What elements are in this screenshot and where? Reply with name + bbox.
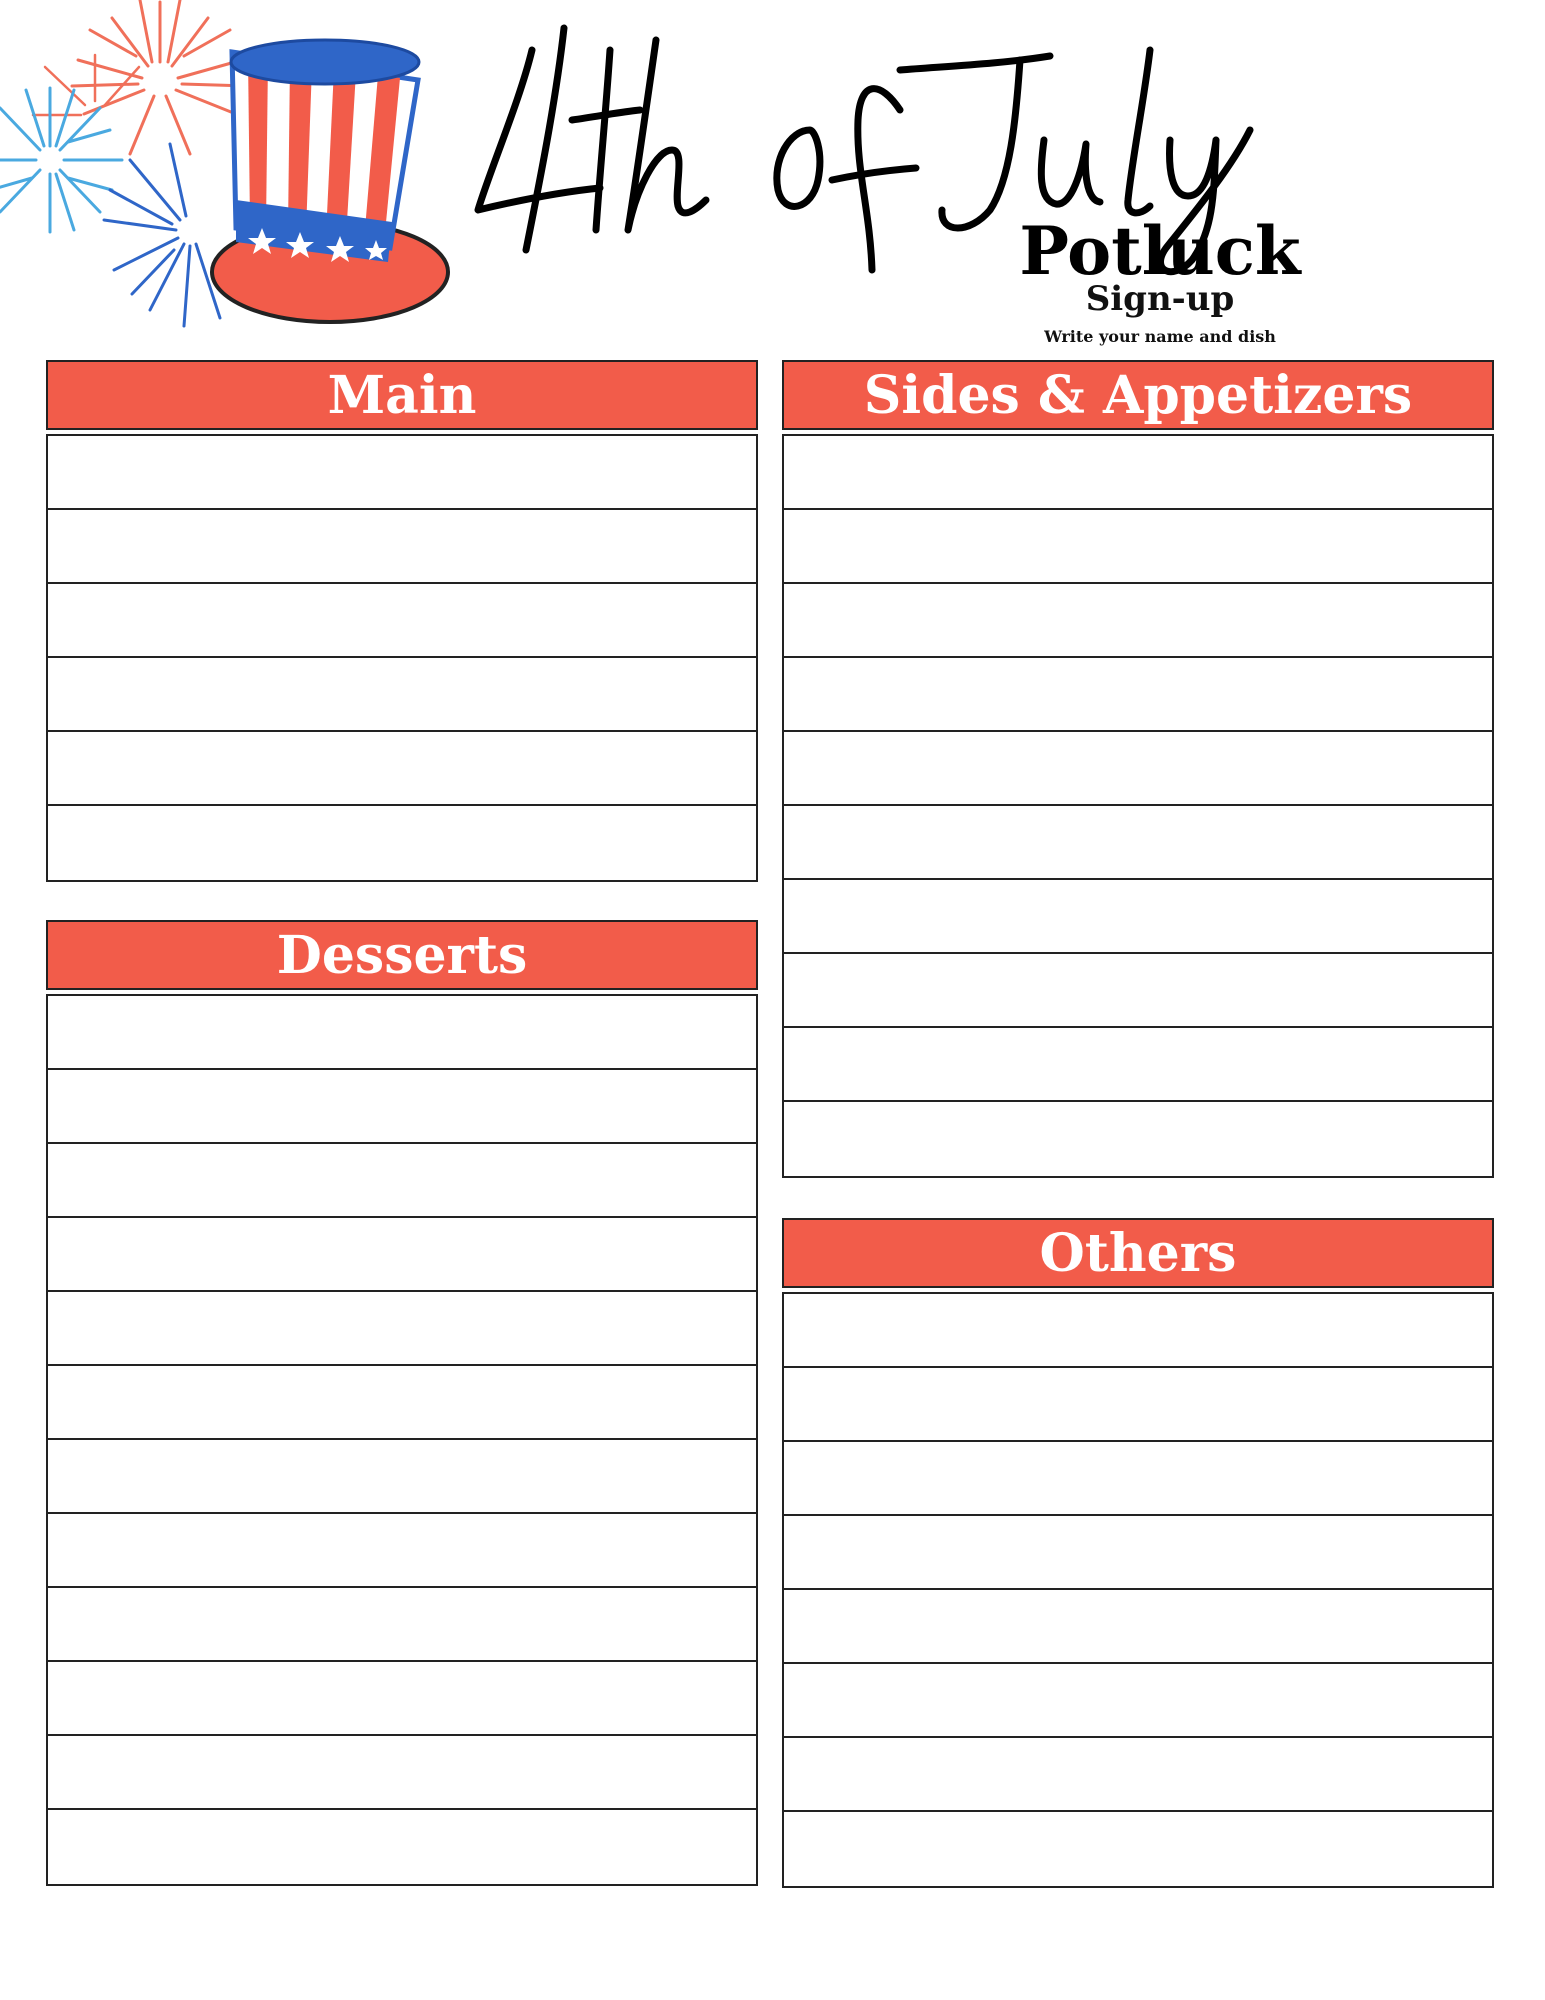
- section-header-others: Others: [782, 1218, 1494, 1288]
- signup-row[interactable]: [48, 584, 756, 658]
- section-others: [782, 1218, 1494, 1888]
- signup-rows-main: [46, 434, 758, 882]
- signup-row[interactable]: [48, 806, 756, 880]
- signup-row[interactable]: [784, 584, 1492, 658]
- signup-rows-sides: [782, 434, 1494, 1178]
- section-main: [46, 360, 758, 882]
- uncle-sam-hat-icon: [212, 40, 448, 322]
- signup-row[interactable]: [784, 1590, 1492, 1664]
- signup-row[interactable]: [48, 1366, 756, 1440]
- signup-row[interactable]: [48, 1810, 756, 1884]
- signup-row[interactable]: [784, 1102, 1492, 1176]
- signup-row[interactable]: [784, 880, 1492, 954]
- signup-row[interactable]: [784, 1738, 1492, 1812]
- signup-subtitle: Sign-up: [1085, 279, 1235, 319]
- signup-row[interactable]: [784, 510, 1492, 584]
- signup-row[interactable]: [784, 1812, 1492, 1886]
- signup-row[interactable]: [784, 658, 1492, 732]
- signup-row[interactable]: [48, 1218, 756, 1292]
- instructions-text: Write your name and dish: [1044, 327, 1276, 346]
- signup-row[interactable]: [48, 1514, 756, 1588]
- signup-row[interactable]: [784, 806, 1492, 880]
- signup-row[interactable]: [784, 1664, 1492, 1738]
- signup-row[interactable]: [48, 1440, 756, 1514]
- fireworks-hat-illustration: [0, 0, 470, 360]
- fireworks-icon: [33, 0, 248, 154]
- signup-row[interactable]: [48, 732, 756, 806]
- section-header-sides: Sides & Appetizers: [782, 360, 1494, 430]
- fireworks-icon: [104, 144, 220, 326]
- signup-row[interactable]: [48, 1070, 756, 1144]
- signup-row[interactable]: [784, 1516, 1492, 1590]
- section-desserts: [46, 920, 758, 1886]
- section-header-desserts: Desserts: [46, 920, 758, 990]
- signup-row[interactable]: [784, 1294, 1492, 1368]
- signup-row[interactable]: [48, 436, 756, 510]
- fireworks-icon: [0, 88, 122, 232]
- signup-row[interactable]: [48, 1292, 756, 1366]
- section-sides-appetizers: [782, 360, 1494, 1178]
- signup-rows-desserts: [46, 994, 758, 1886]
- signup-rows-others: [782, 1292, 1494, 1888]
- signup-row[interactable]: [784, 1442, 1492, 1516]
- section-header-main: Main: [46, 360, 758, 430]
- signup-row[interactable]: [48, 1736, 756, 1810]
- signup-row[interactable]: [784, 1028, 1492, 1102]
- signup-row[interactable]: [48, 1588, 756, 1662]
- signup-row[interactable]: [48, 510, 756, 584]
- potluck-title: Potluck: [1019, 212, 1301, 290]
- signup-row[interactable]: [48, 1662, 756, 1736]
- signup-row[interactable]: [784, 436, 1492, 510]
- signup-row[interactable]: [784, 954, 1492, 1028]
- signup-row[interactable]: [784, 1368, 1492, 1442]
- signup-row[interactable]: [784, 732, 1492, 806]
- signup-row[interactable]: [48, 996, 756, 1070]
- signup-row[interactable]: [48, 658, 756, 732]
- signup-row[interactable]: [48, 1144, 756, 1218]
